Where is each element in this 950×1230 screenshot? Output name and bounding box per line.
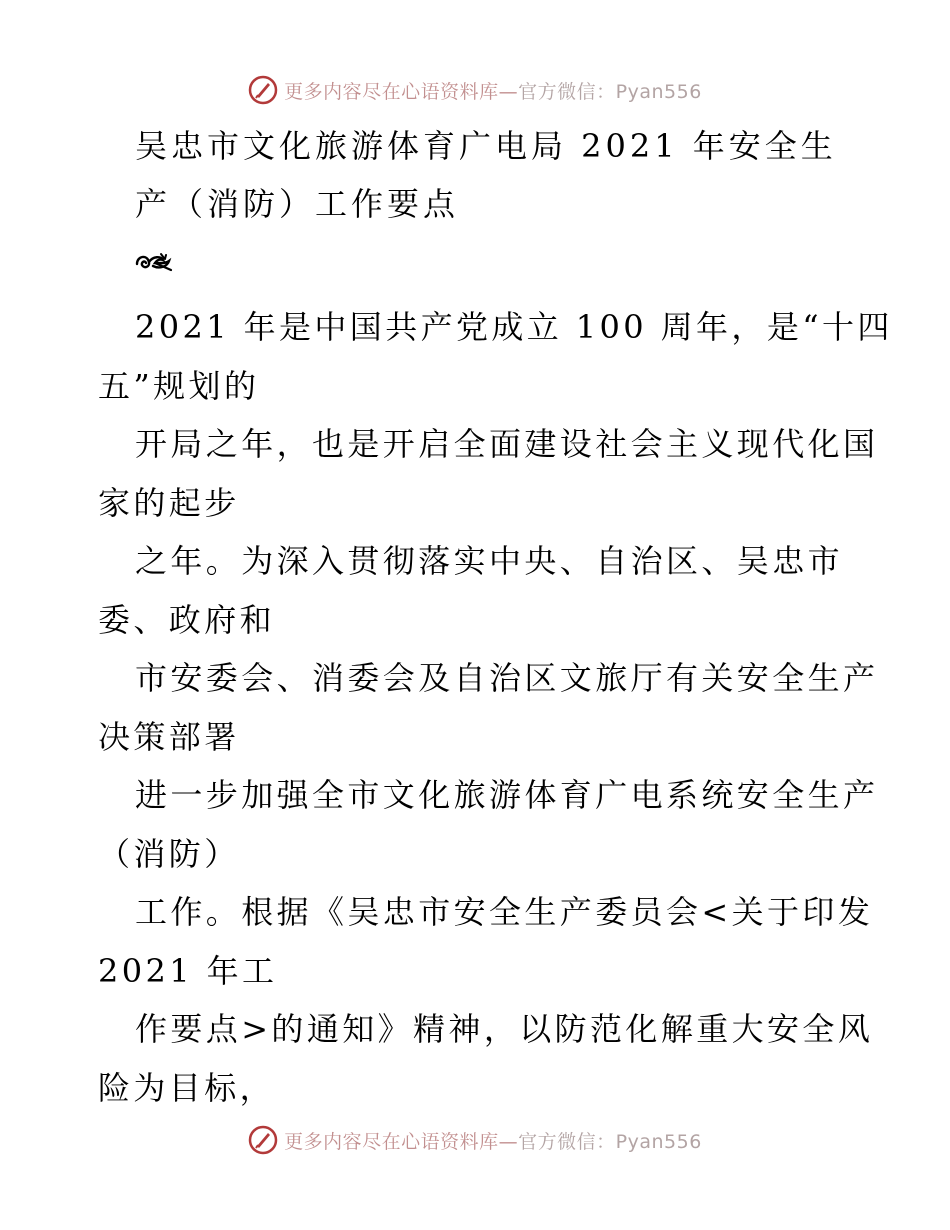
fleuron-ornament-icon	[133, 248, 173, 278]
body-line: 决策部署	[98, 717, 240, 756]
quill-logo-icon	[248, 1125, 278, 1155]
body-line: 作要点>的通知》精神，以防范化解重大安全风	[135, 1010, 874, 1048]
body-line: 2021 年是中国共产党成立 100 周年，是“十四	[135, 308, 893, 346]
body-line: 家的起步	[98, 483, 240, 522]
body-line: 2021 年工	[98, 951, 278, 990]
body-line: 险为目标，	[98, 1068, 276, 1107]
footer-watermark	[0, 1120, 950, 1160]
body-line: 市安委会、消委会及自治区文旅厅有关安全生产	[135, 659, 879, 697]
watermark-wechat: 官方微信：Pyan556	[518, 80, 702, 103]
body-line: 工作。根据《吴忠市安全生产委员会<关于印发	[135, 893, 874, 931]
body-line: 之年。为深入贯彻落实中央、自治区、吴忠市	[135, 542, 844, 580]
body-line: 五”规划的	[98, 366, 260, 405]
watermark-text: 更多内容尽在心语资料库—	[284, 80, 519, 103]
document-title-line-1: 吴忠市文化旅游体育广电局 2021 年安全生	[135, 127, 837, 165]
body-line: 开局之年，也是开启全面建设社会主义现代化国	[135, 425, 879, 463]
body-line: （消防）	[98, 834, 240, 873]
body-line: 委、政府和	[98, 600, 276, 639]
document-body	[98, 298, 893, 1117]
watermark-wechat: 官方微信：Pyan556	[518, 1130, 702, 1153]
document-title-line-2: 产（消防）工作要点	[135, 185, 460, 223]
watermark-text: 更多内容尽在心语资料库—	[284, 1130, 519, 1153]
body-line: 进一步加强全市文化旅游体育广电系统安全生产	[135, 776, 879, 814]
